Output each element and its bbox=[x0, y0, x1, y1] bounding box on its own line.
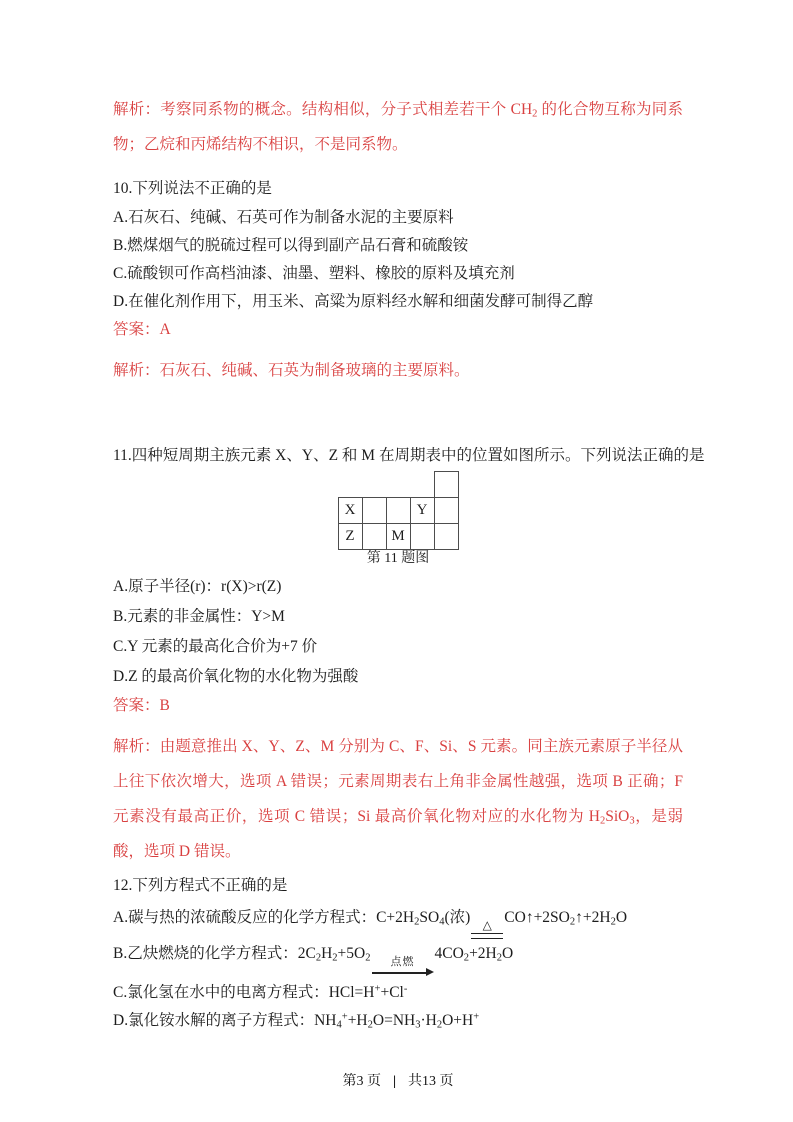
q11-option-c: C.Y 元素的最高化合价为+7 价 bbox=[113, 638, 318, 655]
q12-option-b bbox=[113, 939, 683, 979]
q10-option-d: D.在催化剂作用下，用玉米、高粱为原料经水解和细菌发酵可制得乙醇 bbox=[113, 293, 594, 310]
diagram-cell-empty bbox=[386, 498, 410, 524]
footer-page-indicator bbox=[113, 1072, 683, 1092]
footer-total-pages: 共13 页 bbox=[408, 1073, 454, 1089]
reaction-arrow bbox=[372, 972, 428, 974]
q10-option-c: C.硫酸钡可作高档油漆、油墨、塑料、橡胶的原料及填充剂 bbox=[113, 265, 515, 282]
q12-option-a bbox=[113, 901, 683, 939]
diagram-cell-m: M bbox=[386, 524, 410, 550]
diagram-cell-empty bbox=[434, 498, 458, 524]
q11-analysis-text: 解析：由题意推出 X、Y、Z、M 分别为 C、F、Si、S 元素。同主族元素原子半径从上往下依次增大，选项 A 错误；元素周期表右上角非金属性越强，选项 B 正确；F 元素没有最高正价，选项 C 错误；Si 最高价氧化物对应的水化物为 $H_2SiO_3$，是弱酸，选项 D 错误。 bbox=[113, 738, 683, 860]
q12-option-a-rhs: $CO↑+2SO_2↑+2H_2O$ bbox=[504, 909, 628, 928]
diagram-caption: 第 11 题图 bbox=[366, 551, 430, 566]
q10-analysis-text: 解析：石灰石、纯碱、石英为制备玻璃的主要原料。 bbox=[113, 362, 470, 379]
diagram-cell-empty bbox=[410, 524, 434, 550]
q12-title: 12.下列方程式不正确的是 bbox=[113, 877, 288, 894]
ignite-label: 点燃 bbox=[390, 956, 415, 968]
q12-option-b-lhs: B.乙炔燃烧的化学方程式：$2C_2H_2+5O_2$ bbox=[113, 945, 371, 964]
reaction-condition-delta bbox=[471, 919, 503, 939]
delta-symbol: △ bbox=[482, 918, 492, 932]
q11-options bbox=[113, 572, 683, 692]
q11-answer-text: 答案：B bbox=[113, 697, 170, 714]
q12-option-a-lhs: A.碳与热的浓硫酸反应的化学方程式：$C+2H_2SO_4$(浓) bbox=[113, 909, 471, 928]
q11-option-b: B.元素的非金属性：Y>M bbox=[113, 608, 285, 625]
q12-option-d: D.氯化铵水解的离子方程式：$NH_4^++H_2O=NH_3\cdot H_2O+H^+$ bbox=[113, 1011, 480, 1031]
q10-title: 10.下列说法不正确的是 bbox=[113, 180, 272, 197]
q10-option-a: A.石灰石、纯碱、石英可作为制备水泥的主要原料 bbox=[113, 209, 454, 226]
diagram-cell-empty bbox=[434, 524, 458, 550]
diagram-cell-x: X bbox=[338, 498, 362, 524]
q11-title: 11.四种短周期主族元素 X、Y、Z 和 M 在周期表中的位置如图所示。下列说法正确的是 bbox=[113, 447, 705, 464]
q11-option-a: A.原子半径(r)：r(X)>r(Z) bbox=[113, 578, 282, 595]
footer-separator: | bbox=[392, 1073, 397, 1089]
q10-answer-text: 答案：A bbox=[113, 321, 171, 338]
diagram-row-middle bbox=[338, 498, 458, 524]
diagram-cell-empty bbox=[362, 498, 386, 524]
diagram-cell-y: Y bbox=[410, 498, 434, 524]
q10-option-b: B.燃煤烟气的脱硫过程可以得到副产品石膏和硫酸铵 bbox=[113, 237, 469, 254]
q12-option-c: C.氯化氢在水中的电离方程式：HCl=H++Cl- bbox=[113, 983, 408, 1001]
periodic-table-diagram bbox=[338, 471, 459, 550]
q9-analysis-text: 解析：考察同系物的概念。结构相似，分子式相差若干个 $CH_2$ 的化合物互称为同系物；乙烷和丙烯结构不相识，不是同系物。 bbox=[113, 101, 683, 153]
diagram-cell-empty bbox=[434, 472, 458, 498]
diagram-row-bottom bbox=[338, 524, 458, 550]
diagram-row-top bbox=[338, 472, 458, 498]
diagram-cell-z: Z bbox=[338, 524, 362, 550]
diagram-cell-empty bbox=[362, 524, 386, 550]
reaction-condition-ignite bbox=[372, 956, 434, 979]
footer-current-page: 第3 页 bbox=[342, 1073, 381, 1089]
q12-option-b-rhs: $4CO_2+2H_2O$ bbox=[434, 945, 514, 964]
page-content bbox=[113, 0, 705, 1092]
q11-option-d: D.Z 的最高价氧化物的水化物为强酸 bbox=[113, 668, 359, 685]
